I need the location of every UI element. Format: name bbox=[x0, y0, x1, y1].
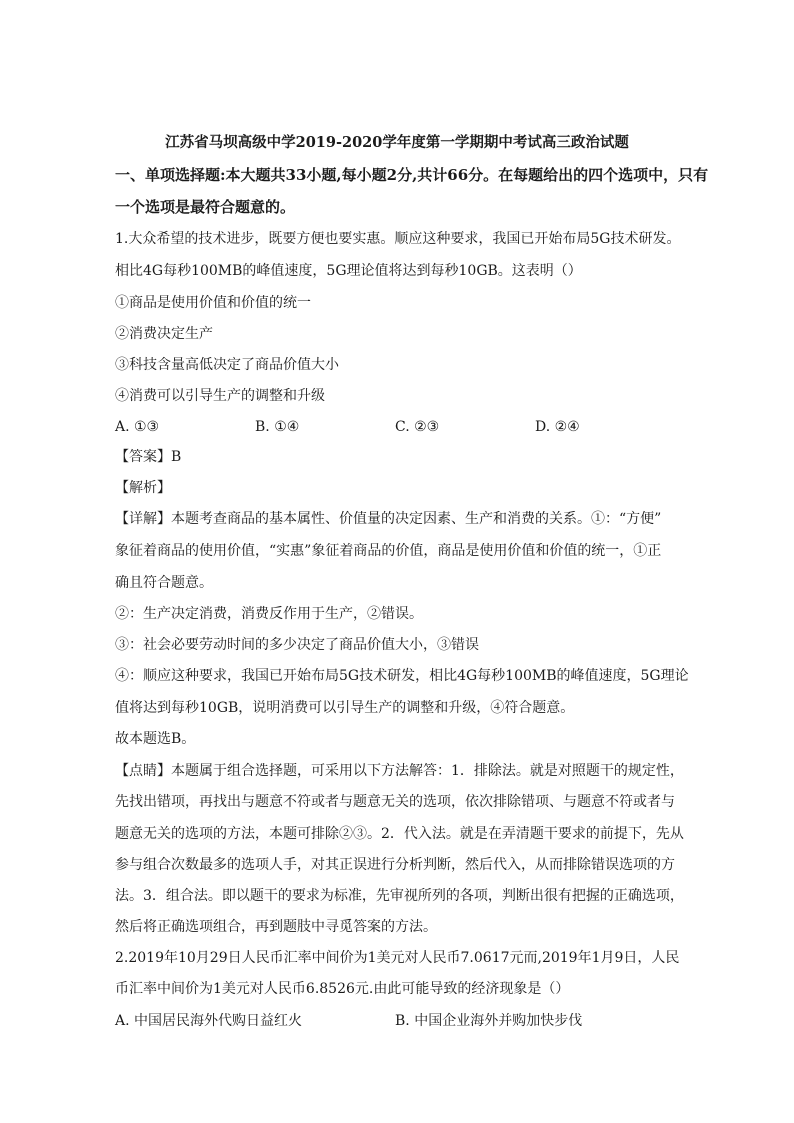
q1-detail-line-7: 值将达到每秒10GB，说明消费可以引导生产的调整和升级，④符合题意。 bbox=[115, 700, 575, 716]
q2-stem-line-2: 币汇率中间价为1美元对人民币6.8526元.由此可能导致的经济现象是（） bbox=[115, 981, 570, 997]
q1-tip-line-2: 先找出错项，再找出与题意不符或者与题意无关的选项，依次排除错项、与题意不符或者与 bbox=[115, 794, 675, 810]
section-heading-line-1: 一、单项选择题:本大题共33小题,每小题2分,共计66分。在每题给出的四个选项中，只有 bbox=[115, 166, 709, 184]
q1-tip-line-3: 题意无关的选项的方法，本题可排除②③。2．代入法。就是在弄清题干要求的前提下，先从 bbox=[115, 826, 684, 842]
q1-tip-line-1: 【点睛】本题属于组合选择题，可采用以下方法解答：1．排除法。就是对照题干的规定性， bbox=[115, 763, 684, 779]
q1-option-c: C. ②③ bbox=[395, 419, 440, 435]
q1-tip-line-6: 然后将正确选项组合，再到题肢中寻觅答案的方法。 bbox=[115, 919, 437, 935]
q2-options bbox=[115, 1011, 675, 1031]
q1-tip-line-5: 法。3．组合法。即以题干的要求为标准，先审视所列的各项，判断出很有把握的正确选项， bbox=[115, 888, 684, 904]
q1-tip-line-4: 参与组合次数最多的选项人手，对其正误进行分析判断，然后代入，从而排除错误选项的方 bbox=[115, 857, 675, 873]
q1-item-1: ①商品是使用价值和价值的统一 bbox=[115, 295, 311, 311]
q1-detail-line-5: ③：社会必要劳动时间的多少决定了商品价值大小，③错误 bbox=[115, 637, 479, 653]
q1-analysis-label: 【解析】 bbox=[115, 480, 171, 496]
q1-detail-line-2: 象征着商品的使用价值，“实惠”象征着商品的价值，商品是使用价值和价值的统一，①正 bbox=[115, 543, 662, 559]
q2-option-a: A. 中国居民海外代购日益红火 bbox=[115, 1013, 303, 1029]
q1-options bbox=[115, 417, 675, 437]
q1-stem-line-1: 1.大众希望的技术进步，既要方便也要实惠。顺应这种要求，我国已开始布局5G技术研发。 bbox=[115, 231, 681, 247]
q2-stem-line-1: 2.2019年10月29日人民币汇率中间价为1美元对人民币7.0617元而,2019年1月9日，人民 bbox=[115, 950, 680, 966]
q1-option-d: D. ②④ bbox=[535, 419, 580, 435]
q1-detail-line-3: 确且符合题意。 bbox=[115, 575, 213, 591]
q1-item-2: ②消费决定生产 bbox=[115, 326, 213, 342]
q1-option-a: A. ①③ bbox=[115, 419, 160, 435]
q1-option-b: B. ①④ bbox=[255, 419, 300, 435]
q1-item-3: ③科技含量高低决定了商品价值大小 bbox=[115, 357, 339, 373]
section-heading-line-2: 一个选项是最符合题意的。 bbox=[115, 198, 296, 216]
page-title: 江苏省马坝高级中学2019-2020学年度第一学期期中考试高三政治试题 bbox=[165, 134, 629, 151]
q1-detail-line-6: ④：顺应这种要求，我国已开始布局5G技术研发，相比4G每秒100MB的峰值速度，5G理论 bbox=[115, 668, 689, 684]
q1-detail-line-4: ②：生产决定消费，消费反作用于生产，②错误。 bbox=[115, 606, 423, 622]
q2-option-b: B. 中国企业海外并购加快步伐 bbox=[395, 1013, 583, 1029]
q1-item-4: ④消费可以引导生产的调整和升级 bbox=[115, 388, 325, 404]
q1-detail-line-8: 故本题选B。 bbox=[115, 731, 196, 747]
q1-answer: 【答案】B bbox=[115, 449, 182, 465]
q1-detail-line-1: 【详解】本题考查商品的基本属性、价值量的决定因素、生产和消费的关系。①：“方便” bbox=[115, 511, 662, 527]
q1-stem-line-2: 相比4G每秒100MB的峰值速度，5G理论值将达到每秒10GB。这表明（） bbox=[115, 263, 582, 279]
